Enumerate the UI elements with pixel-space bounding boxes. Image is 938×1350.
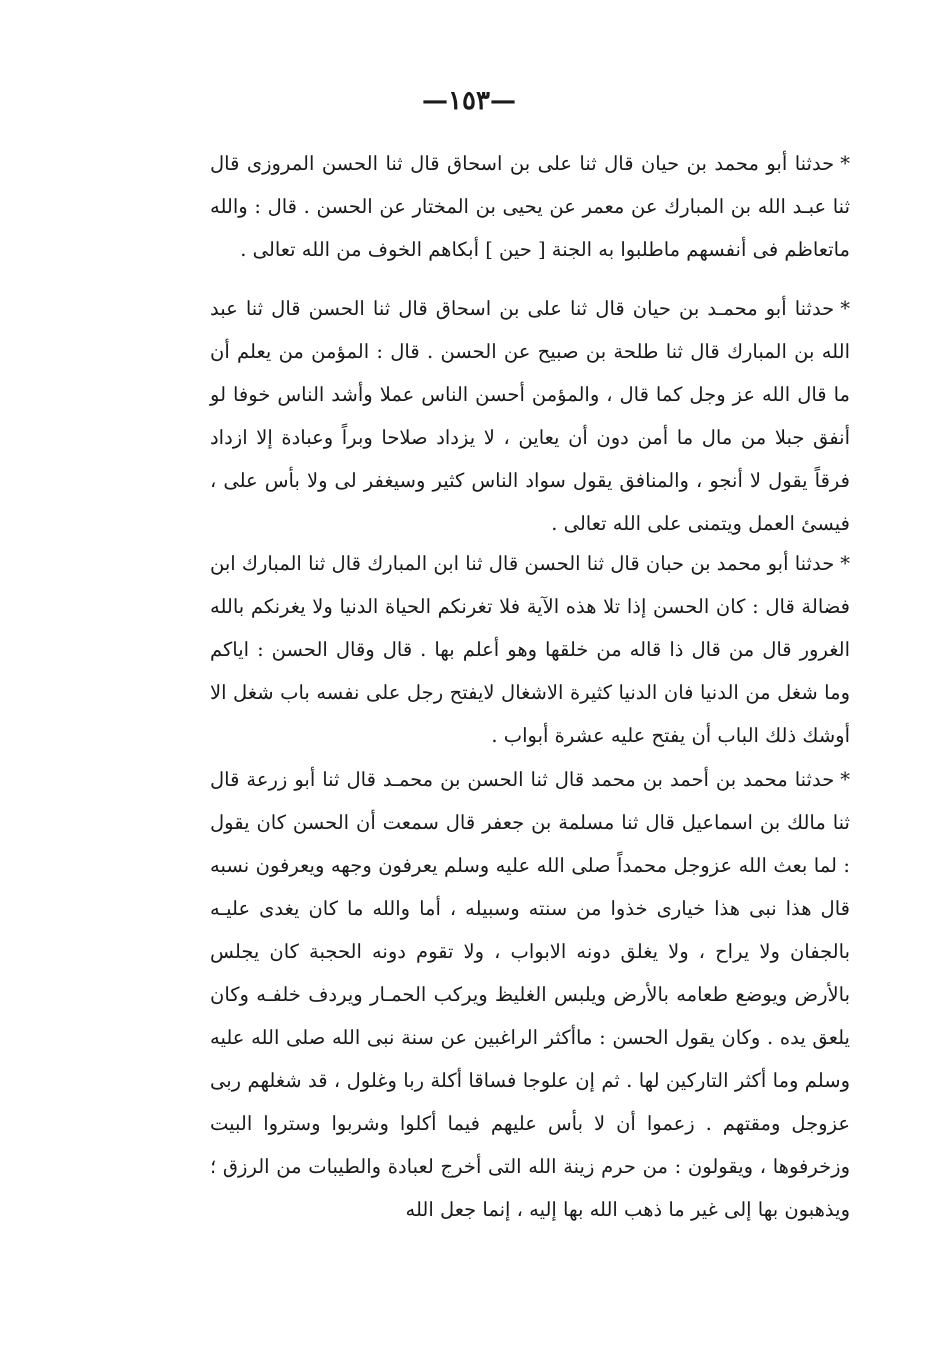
paragraph-2 bbox=[210, 287, 850, 545]
asterisk-bullet: * bbox=[840, 768, 850, 791]
page-number: —١٥٣— bbox=[422, 86, 516, 116]
asterisk-bullet: * bbox=[840, 152, 850, 175]
paragraph-text: حدثنا أبو محمد بن حيان قال ثنا على بن اسحاق قال ثنا الحسن المروزى قال ثنا عبـد الله بن المبارك عن معمر عن يحيى بن المختار عن الحسن . قال : والله ماتعاظم فى أنفسهم ماطلبوا به الجنة [ حين ] أبكاهم الخوف من الله تعالى . bbox=[210, 152, 850, 261]
paragraph-3 bbox=[210, 542, 850, 757]
asterisk-bullet: * bbox=[840, 297, 850, 320]
paragraph-1 bbox=[210, 142, 850, 271]
paragraph-4 bbox=[210, 758, 850, 1231]
paragraph-text: حدثنا أبو محمـد بن حيان قال ثنا على بن اسحاق قال ثنا الحسن قال ثنا عبد الله بن المبارك قال ثنا طلحة بن صبيح عن الحسن . قال : المؤمن من يعلم أن ما قال الله عز وجل كما قال ، والمؤمن أحسن الناس عملا وأشد الناس خوفا لو أنفق جبلا من مال ما أمن دون أن يعاين ، لا يزداد صلاحا وبراً وعبادة إلا ازداد فرقاً يقول لا أنجو ، والمنافق يقول سواد الناس كثير وسيغفر لى ولا بأس على ، فيسئ العمل ويتمنى على الله تعالى . bbox=[210, 297, 850, 535]
asterisk-bullet: * bbox=[840, 552, 850, 575]
paragraph-text: حدثنا محمد بن أحمد بن محمد قال ثنا الحسن بن محمـد قال ثنا أبو زرعة قال ثنا مالك بن اسماعيل قال ثنا مسلمة بن جعفر قال سمعت أن الحسن كان يقول : لما بعث الله عزوجل محمداً صلى الله عليه وسلم يعرفون وجهه ويعرفون نسبه قال هذا نبى هذا خيارى خذوا من سنته وسبيله ، أما والله ما كان يغدى عليـه بالجفان ولا يراح ، ولا يغلق دونه الابواب ، ولا تقوم دونه الحجبة كان يجلس بالأرض ويوضع طعامه بالأرض ويلبس الغليظ ويركب الحمـار ويردف خلفـه وكان يلعق يده . وكان يقول الحسن : ماأكثر الراغبين عن سنة نبى الله صلى الله عليه وسلم وما أكثر التاركين لها . ثم إن علوجا فساقا أكلة ربا وغلول ، قد شغلهم ربى عزوجل ومقتهم . زعموا أن لا بأس عليهم فيما أكلوا وشربوا وستروا البيت وزخرفوها ، ويقولون : من حرم زينة الله التى أخرج لعبادة والطيبات من الرزق ؛ ويذهبون بها إلى غير ما ذهب الله بها إليه ، إنما جعل الله bbox=[210, 768, 850, 1221]
paragraph-text: حدثنا أبو محمد بن حبان قال ثنا الحسن قال ثنا ابن المبارك قال ثنا المبارك ابن فضالة قال : كان الحسن إذا تلا هذه الآية فلا تغرنكم الحياة الدنيا ولا يغرنكم بالله الغرور قال من قال ذا قاله من خلقها وهو أعلم بها . قال وقال الحسن : اياكم وما شغل من الدنيا فان الدنيا كثيرة الاشغال لايفتح رجل على نفسه باب شغل الا أوشك ذلك الباب أن يفتح عليه عشرة أبواب . bbox=[210, 552, 850, 747]
